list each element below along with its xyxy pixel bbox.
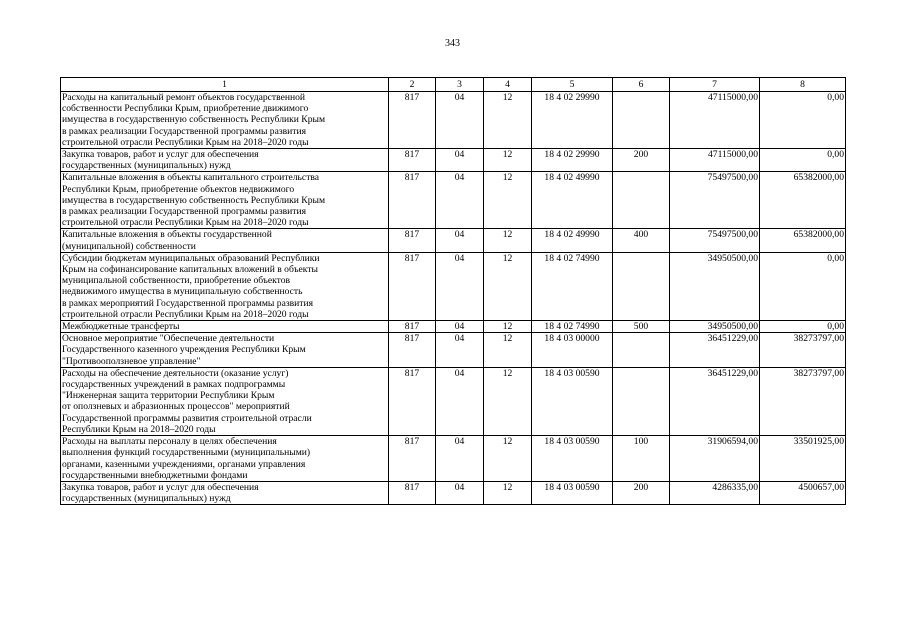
row-description: Основное мероприятие "Обеспечение деятельности Государственного казенного учреждения Республики Крым "Противооползневое управление"	[61, 333, 389, 368]
target-article-code: 18 4 03 00590	[532, 367, 613, 435]
subsection-code: 12	[484, 481, 532, 504]
column-header: 7	[670, 78, 760, 92]
grbs-code: 817	[389, 149, 436, 172]
table-row	[61, 367, 846, 435]
expense-type-code	[613, 92, 670, 149]
target-article-code: 18 4 02 29990	[532, 92, 613, 149]
row-description: Закупка товаров, работ и услуг для обеспечения государственных (муниципальных) нужд	[61, 481, 389, 504]
subsection-code: 12	[484, 172, 532, 229]
target-article-code: 18 4 03 00590	[532, 481, 613, 504]
section-code: 04	[436, 172, 484, 229]
table-row	[61, 252, 846, 320]
grbs-code: 817	[389, 333, 436, 368]
budget-table	[60, 77, 846, 505]
grbs-code: 817	[389, 92, 436, 149]
row-description: Капитальные вложения в объекты капитального строительства Республики Крым, приобретение объектов недвижимого имущества в государственную собственность Республики Крым в рамках реализации Государственной программы развития строительной отрасли Республики Крым на 2018–2020 годы	[61, 172, 389, 229]
amount-year-2: 4500657,00	[760, 481, 846, 504]
row-description: Расходы на выплаты персоналу в целях обеспечения выполнения функций государственными (муниципальными) органами, казенными учреждениями, органами управления государственными внебюджетными фондами	[61, 436, 389, 482]
table-row	[61, 229, 846, 252]
grbs-code: 817	[389, 436, 436, 482]
amount-year-1: 34950500,00	[670, 321, 760, 333]
row-description: Субсидии бюджетам муниципальных образований Республики Крым на софинансирование капитальных вложений в объекты муниципальной собственности, приобретение объектов недвижимого имущества в муниципальную собственность в рамках мероприятий Государственной программы развития строительной отрасли Республики Крым на 2018–2020 годы	[61, 252, 389, 320]
section-code: 04	[436, 92, 484, 149]
subsection-code: 12	[484, 229, 532, 252]
section-code: 04	[436, 229, 484, 252]
amount-year-1: 36451229,00	[670, 333, 760, 368]
column-header: 6	[613, 78, 670, 92]
amount-year-1: 75497500,00	[670, 172, 760, 229]
grbs-code: 817	[389, 367, 436, 435]
target-article-code: 18 4 02 74990	[532, 321, 613, 333]
amount-year-2: 38273797,00	[760, 367, 846, 435]
row-description: Расходы на капитальный ремонт объектов государственной собственности Республики Крым, приобретение движимого имущества в государственную собственность Республики Крым в рамках реализации Государственной программы развития строительной отрасли Республики Крым на 2018–2020 годы	[61, 92, 389, 149]
column-header: 3	[436, 78, 484, 92]
table-row	[61, 321, 846, 333]
amount-year-1: 31906594,00	[670, 436, 760, 482]
amount-year-1: 36451229,00	[670, 367, 760, 435]
expense-type-code	[613, 367, 670, 435]
row-description: Закупка товаров, работ и услуг для обеспечения государственных (муниципальных) нужд	[61, 149, 389, 172]
expense-type-code	[613, 333, 670, 368]
row-description: Межбюджетные трансферты	[61, 321, 389, 333]
grbs-code: 817	[389, 229, 436, 252]
section-code: 04	[436, 252, 484, 320]
table-row	[61, 481, 846, 504]
grbs-code: 817	[389, 172, 436, 229]
expense-type-code: 200	[613, 149, 670, 172]
page-number: 343	[445, 38, 460, 49]
grbs-code: 817	[389, 321, 436, 333]
table-row	[61, 436, 846, 482]
amount-year-2: 38273797,00	[760, 333, 846, 368]
target-article-code: 18 4 02 29990	[532, 149, 613, 172]
row-description: Расходы на обеспечение деятельности (оказание услуг) государственных учреждений в рамках подпрограммы "Инженерная защита территории Республики Крым от оползневых и абразионных процессов" мероприятий Государственной программы развития строительной отрасли Республики Крым на 2018–2020 годы	[61, 367, 389, 435]
subsection-code: 12	[484, 367, 532, 435]
expense-type-code: 400	[613, 229, 670, 252]
grbs-code: 817	[389, 481, 436, 504]
amount-year-2: 0,00	[760, 149, 846, 172]
column-header: 4	[484, 78, 532, 92]
target-article-code: 18 4 02 49990	[532, 229, 613, 252]
expense-type-code	[613, 172, 670, 229]
subsection-code: 12	[484, 149, 532, 172]
subsection-code: 12	[484, 333, 532, 368]
subsection-code: 12	[484, 92, 532, 149]
amount-year-2: 65382000,00	[760, 229, 846, 252]
table-header-row	[61, 78, 846, 92]
amount-year-1: 75497500,00	[670, 229, 760, 252]
amount-year-1: 34950500,00	[670, 252, 760, 320]
grbs-code: 817	[389, 252, 436, 320]
amount-year-2: 0,00	[760, 252, 846, 320]
amount-year-2: 33501925,00	[760, 436, 846, 482]
expense-type-code	[613, 252, 670, 320]
section-code: 04	[436, 333, 484, 368]
table-row	[61, 149, 846, 172]
column-header: 2	[389, 78, 436, 92]
column-header: 1	[61, 78, 389, 92]
section-code: 04	[436, 367, 484, 435]
target-article-code: 18 4 03 00000	[532, 333, 613, 368]
target-article-code: 18 4 03 00590	[532, 436, 613, 482]
amount-year-1: 4286335,00	[670, 481, 760, 504]
section-code: 04	[436, 321, 484, 333]
amount-year-1: 47115000,00	[670, 149, 760, 172]
section-code: 04	[436, 481, 484, 504]
table-row	[61, 333, 846, 368]
amount-year-2: 0,00	[760, 92, 846, 149]
expense-type-code: 500	[613, 321, 670, 333]
amount-year-1: 47115000,00	[670, 92, 760, 149]
subsection-code: 12	[484, 321, 532, 333]
column-header: 8	[760, 78, 846, 92]
amount-year-2: 0,00	[760, 321, 846, 333]
row-description: Капитальные вложения в объекты государственной (муниципальной) собственности	[61, 229, 389, 252]
section-code: 04	[436, 149, 484, 172]
target-article-code: 18 4 02 49990	[532, 172, 613, 229]
section-code: 04	[436, 436, 484, 482]
subsection-code: 12	[484, 436, 532, 482]
target-article-code: 18 4 02 74990	[532, 252, 613, 320]
table-row	[61, 92, 846, 149]
expense-type-code: 100	[613, 436, 670, 482]
subsection-code: 12	[484, 252, 532, 320]
expense-type-code: 200	[613, 481, 670, 504]
table-row	[61, 172, 846, 229]
column-header: 5	[532, 78, 613, 92]
amount-year-2: 65382000,00	[760, 172, 846, 229]
